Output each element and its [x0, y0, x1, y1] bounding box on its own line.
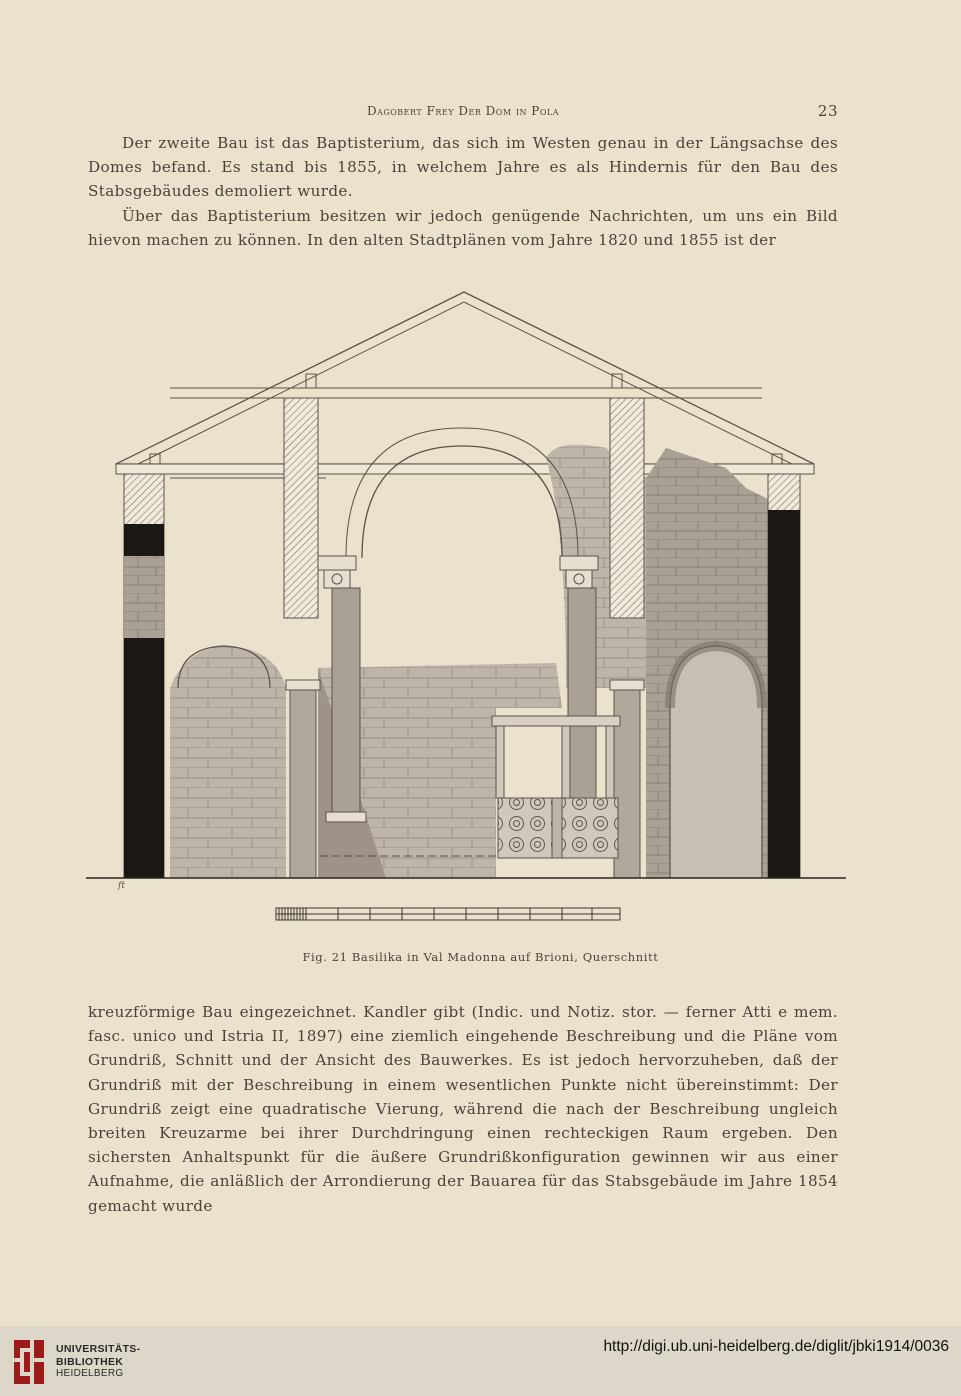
page-number: 23: [817, 102, 838, 120]
running-header: [88, 104, 838, 124]
cross-section-drawing: [86, 288, 846, 938]
pier-right: [610, 398, 644, 618]
roof-gable: [116, 292, 814, 464]
library-footer: [0, 1326, 961, 1396]
library-name-line: HEIDELBERG: [56, 1368, 124, 1379]
column-lower-left: [286, 680, 320, 878]
library-logo-icon: [10, 1336, 48, 1386]
figure-caption: Fig. 21 Basilika in Val Madonna auf Brioni, Querschnitt: [302, 950, 659, 964]
library-name-line: BIBLIOTHEK: [56, 1355, 124, 1368]
library-name-line: UNIVERSITÄTS-: [56, 1343, 141, 1355]
masonry-back-wall: [170, 646, 286, 878]
paragraph-nachrichten: Über das Baptisterium besitzen wir jedoch genügende Nachrichten, um uns ein Bild hievon machen zu können. In den alten Stadtplänen vom Jahre 1820 und 1855 ist der: [88, 207, 838, 250]
pier-left: [284, 398, 318, 618]
paragraph-kreuzfoermig: kreuzförmige Bau eingezeichnet. Kandler gibt (Indic. und Notiz. stor. — ferner Atti e mem. fasc. unico und Istria II, 1897) eine ziemlich eingehende Beschreibung und die Pläne vom Grundriß, Schnitt und der Ansicht des Bauwerkes. Es ist jedoch hervorzuheben, daß der Grundriß mit der Beschreibung in einem wesentlichen Punkte nicht übereinstimmt: Der Grundriß zeigt eine quadratische Vierung, während die nach der Beschreibung ungleich breiten Kreuzarme bei ihrer Durchdringung einen rechteckigen Raum ergeben. Den sichersten Anhaltspunkt für die äußere Grundrißkonfiguration gewinnen wir aus einer Aufnahme, die anläßlich der Arrondierung der Bauarea für das Stabsgebäude im Jahre 1854 gemacht wurde: [88, 1003, 838, 1215]
scale-bar: [276, 908, 620, 920]
figure-signature: ft: [118, 881, 125, 891]
library-name: [56, 1343, 140, 1381]
paragraph-baptisterium: Der zweite Bau ist das Baptisterium, das sich im Westen genau in der Längsachse des Domes befand. Es stand bis 1855, in welchem Jahre es als Hindernis für den Bau des Stabsgebäudes demoliert wurde.: [88, 134, 838, 201]
running-title: Dagobert Frey Der Dom in Pola: [366, 104, 560, 118]
chancel-screen: [492, 716, 620, 858]
permalink-url[interactable]: http://digi.ub.uni-heidelberg.de/diglit/jbki1914/0036: [603, 1338, 949, 1355]
figure-cross-section: [86, 288, 846, 938]
